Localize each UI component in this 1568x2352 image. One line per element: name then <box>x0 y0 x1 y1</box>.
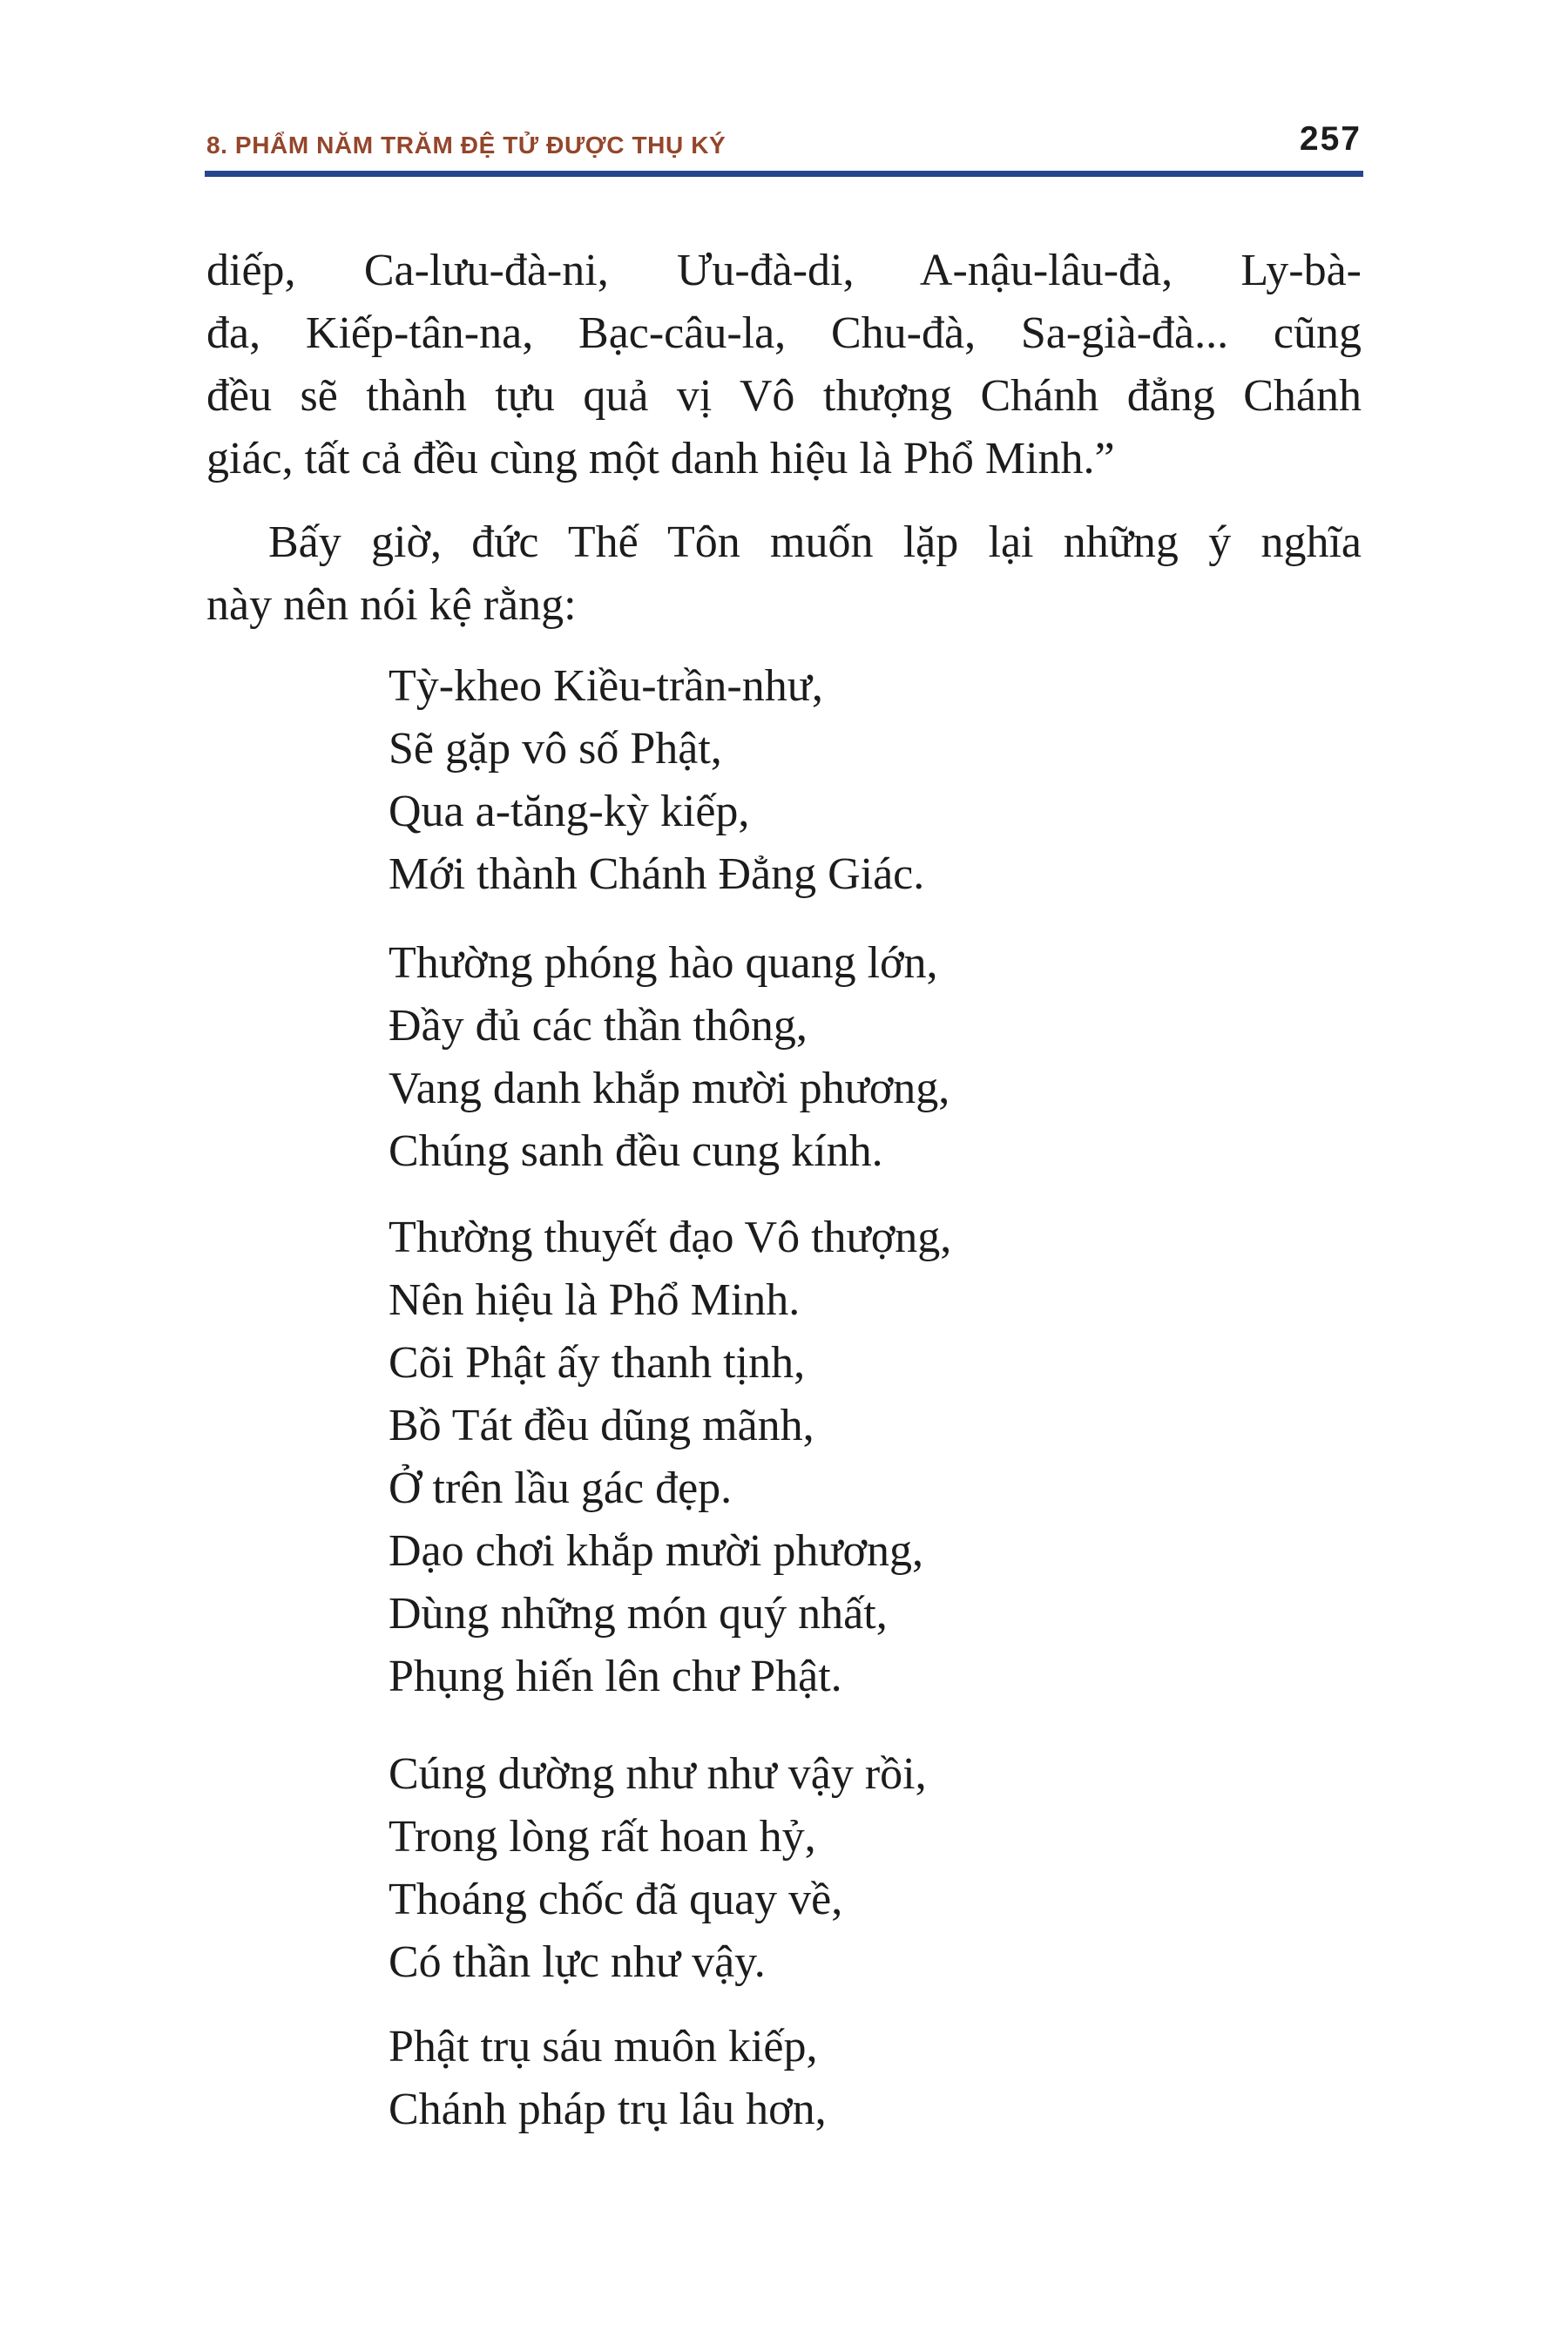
verse-line: Cõi Phật ấy thanh tịnh, <box>389 1338 806 1388</box>
paragraph-intro-verse <box>206 511 1362 637</box>
verse-stanza-1 <box>206 655 1362 906</box>
verse-line: Bồ Tát đều dũng mãnh, <box>389 1401 814 1450</box>
verse-line: Đầy đủ các thần thông, <box>389 1001 808 1051</box>
paragraph-continuation <box>206 240 1362 490</box>
text-line: giác, tất cả đều cùng một danh hiệu là Phổ Minh.” <box>206 434 1115 483</box>
verse-line: Có thần lực như vậy. <box>389 1937 766 1987</box>
text-line: đa, Kiếp-tân-na, Bạc-câu-la, Chu-đà, Sa-già-đà... cũng <box>206 308 1362 358</box>
verse-line: Cúng dường như như vậy rồi, <box>389 1749 927 1799</box>
text-line: đều sẽ thành tựu quả vị Vô thượng Chánh đẳng Chánh <box>206 371 1362 421</box>
header-rule <box>205 171 1363 177</box>
verse-line: Dùng những món quý nhất, <box>389 1589 888 1639</box>
verse-line: Ở trên lầu gác đẹp. <box>389 1463 733 1513</box>
verse-line: Qua a-tăng-kỳ kiếp, <box>389 787 750 836</box>
page-number: 257 <box>1299 120 1362 158</box>
page-body <box>206 240 1362 2141</box>
text-line: Bấy giờ, đức Thế Tôn muốn lặp lại những ý nghĩa <box>268 517 1362 567</box>
verse-line: Thường phóng hào quang lớn, <box>389 938 938 988</box>
verse-line: Vang danh khắp mười phương, <box>389 1064 950 1113</box>
verse-line: Chúng sanh đều cung kính. <box>389 1126 883 1176</box>
verse-line: Tỳ-kheo Kiều-trần-như, <box>389 661 823 711</box>
verse-line: Nên hiệu là Phổ Minh. <box>389 1275 801 1325</box>
verse-line: Phật trụ sáu muôn kiếp, <box>389 2022 818 2072</box>
text-line: diếp, Ca-lưu-đà-ni, Ưu-đà-di, A-nậu-lâu-đà, Ly-bà- <box>206 246 1362 295</box>
verse-line: Trong lòng rất hoan hỷ, <box>389 1812 816 1862</box>
verse-stanza-4 <box>206 1743 1362 1994</box>
verse-line: Thường thuyết đạo Vô thượng, <box>389 1213 952 1262</box>
verse-stanza-3 <box>206 1206 1362 1708</box>
text-line: này nên nói kệ rằng: <box>206 580 577 630</box>
verse-stanza-2 <box>206 932 1362 1183</box>
running-header <box>206 120 1362 162</box>
verse-stanza-5 <box>206 2016 1362 2141</box>
chapter-heading: 8. PHẨM NĂM TRĂM ĐỆ TỬ ĐƯỢC THỤ KÝ <box>206 132 727 159</box>
verse-line: Dạo chơi khắp mười phương, <box>389 1526 923 1576</box>
verse-line: Sẽ gặp vô số Phật, <box>389 724 722 774</box>
verse-line: Chánh pháp trụ lâu hơn, <box>389 2085 827 2134</box>
verse-line: Phụng hiến lên chư Phật. <box>389 1652 842 1701</box>
verse-line: Thoáng chốc đã quay về, <box>389 1875 843 1924</box>
verse-line: Mới thành Chánh Đẳng Giác. <box>389 849 925 899</box>
